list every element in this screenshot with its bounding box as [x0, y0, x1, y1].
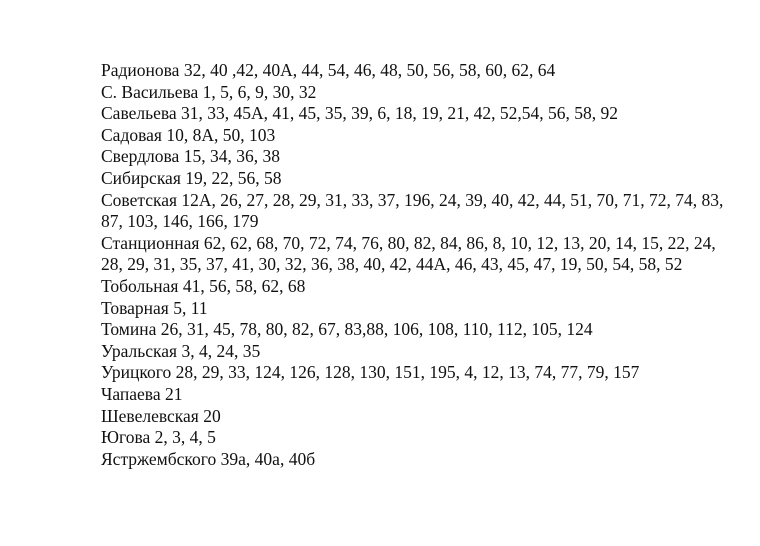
street-entry [101, 60, 731, 82]
house-numbers: 32, 40 ,42, 40А, 44, 54, 46, 48, 50, 56, 58, 60, 62, 64 [183, 60, 556, 80]
street-entry [101, 362, 731, 384]
street-entry [101, 384, 731, 406]
street-entry [101, 103, 731, 125]
house-numbers: 41, 56, 58, 62, 68 [182, 275, 306, 296]
street-entry [101, 341, 731, 363]
house-numbers: 26, 31, 45, 78, 80, 82, 67, 83,88, 106, 108, 110, 112, 105, 124 [160, 319, 593, 340]
house-numbers: 39а, 40а, 40б [220, 448, 316, 469]
house-numbers: 1, 5, 6, 9, 30, 32 [202, 81, 317, 102]
street-name: Урицкого [101, 362, 172, 383]
street-entry [101, 82, 731, 104]
street-entry [101, 319, 731, 341]
street-name: Ястржембского [101, 448, 217, 469]
house-numbers: 19, 22, 56, 58 [185, 167, 282, 188]
house-numbers: 10, 8А, 50, 103 [166, 124, 276, 145]
street-entry [101, 233, 731, 276]
street-name: Советская [101, 189, 178, 210]
street-name: Товарная [101, 297, 169, 318]
street-address-list [101, 60, 731, 470]
street-name: Савельева [101, 103, 177, 124]
street-entry [101, 406, 731, 428]
street-entry [101, 449, 731, 471]
street-name: Станционная [101, 232, 200, 253]
street-name: Тобольная [101, 275, 179, 296]
street-entry [101, 427, 731, 449]
house-numbers: 12А, 26, 27, 28, 29, 31, 33, 37, 196, 24, 39, 40, 42, 44, 51, 70, 71, 72, 74, 83, 87, 103, 146, 166, 179 [101, 189, 724, 232]
street-entry [101, 125, 731, 147]
street-entry [101, 276, 731, 298]
house-numbers: 21 [164, 383, 183, 404]
street-name: Шевелевская [101, 405, 199, 426]
street-name: Томина [101, 319, 157, 340]
street-name: Югова [101, 427, 151, 448]
house-numbers: 62, 62, 68, 70, 72, 74, 76, 80, 82, 84, 86, 8, 10, 12, 13, 20, 14, 15, 22, 24, 28, 29, 31, 35, 37, 41, 30, 32, 36, 38, 40, 42, 44А, 46, 43, 45, 47, 19, 50, 54, 58, 52 [101, 232, 716, 275]
house-numbers: 28, 29, 33, 124, 126, 128, 130, 151, 195, 4, 12, 13, 74, 77, 79, 157 [175, 362, 640, 383]
house-numbers: 31, 33, 45А, 41, 45, 35, 39, 6, 18, 19, 21, 42, 52,54, 56, 58, 92 [181, 103, 619, 124]
street-name: Сибирская [101, 167, 181, 188]
house-numbers: 15, 34, 36, 38 [183, 146, 280, 167]
street-entry [101, 146, 731, 168]
street-name: Садовая [101, 124, 162, 145]
house-numbers: 2, 3, 4, 5 [154, 427, 216, 448]
house-numbers: 3, 4, 24, 35 [181, 340, 261, 361]
street-name: Радионова [101, 60, 180, 80]
street-name: Уральская [101, 340, 178, 361]
house-numbers: 5, 11 [173, 297, 208, 318]
street-name: Свердлова [101, 146, 180, 167]
house-numbers: 20 [203, 405, 221, 426]
street-entry [101, 190, 731, 233]
street-name: С. Васильева [101, 81, 199, 102]
street-name: Чапаева [101, 383, 161, 404]
street-entry [101, 168, 731, 190]
street-entry [101, 298, 731, 320]
